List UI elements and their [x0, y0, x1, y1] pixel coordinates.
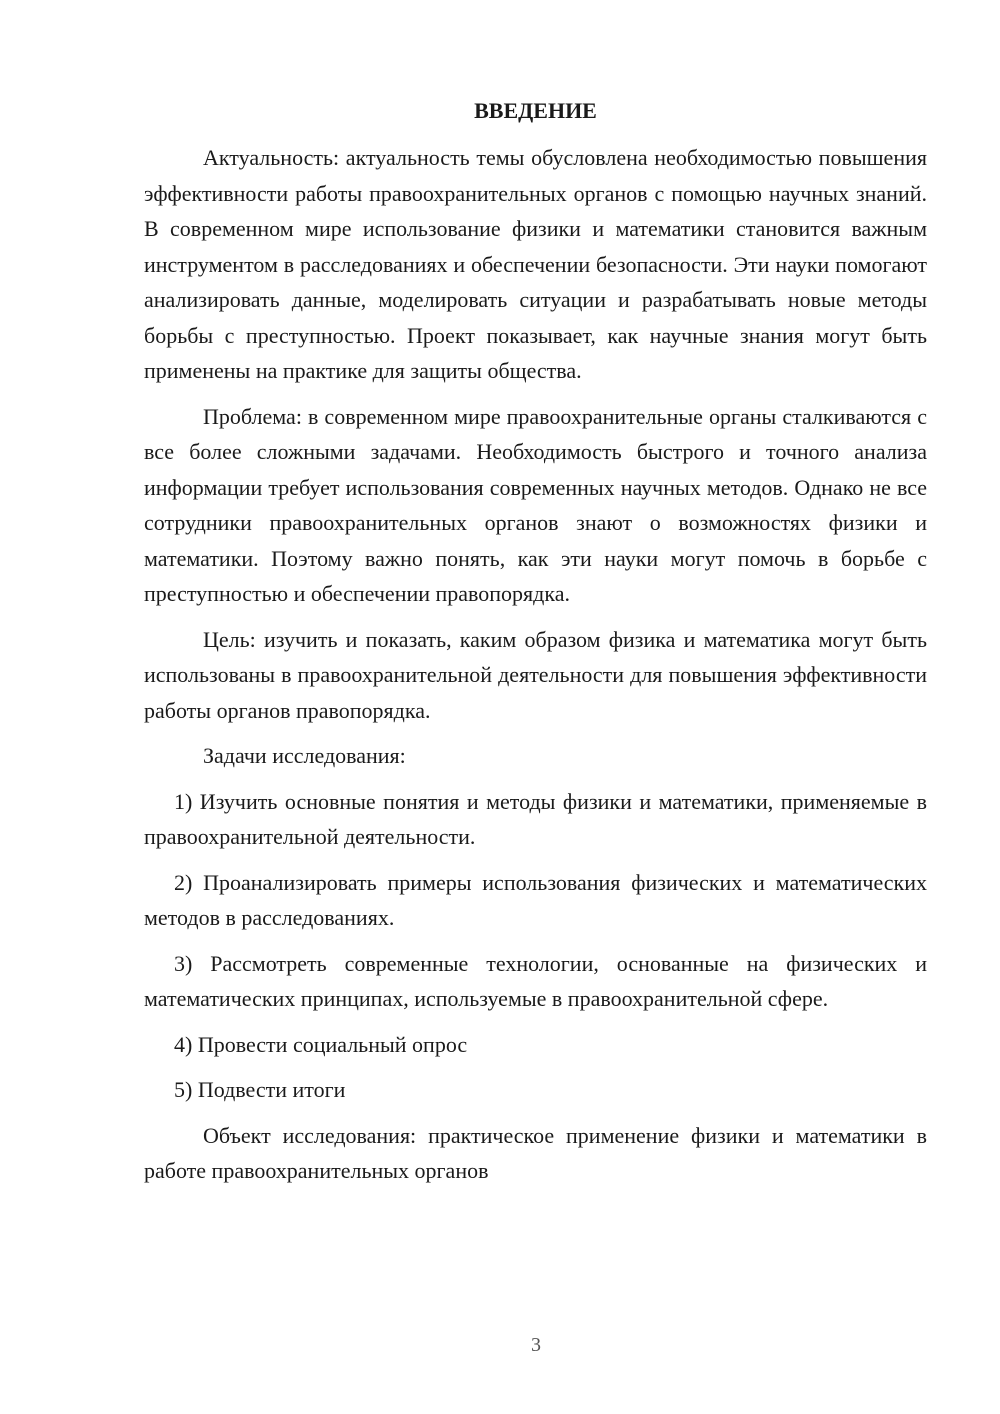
task-item-3: 3) Рассмотреть современные технологии, основанные на физических и математических принципах, используемые в правоохранительной сфере.	[144, 950, 927, 1011]
paragraph-problem: Проблема: в современном мире правоохранительные органы сталкиваются с все более сложными задачами. Необходимость быстрого и точного анализа информации требует использования современных научных методов. Однако не все сотрудники правоохранительных органов знают о возможностях физики и математики. Поэтому важно понять, как эти науки могут помочь в борьбе с преступностью и обеспечении правопорядка.	[144, 403, 927, 606]
paragraph-relevance: Актуальность: актуальность темы обусловлена необходимостью повышения эффективности работы правоохранительных органов с помощью научных знаний. В современном мире использование физики и математики становится важным инструментом в расследованиях и обеспечении безопасности. Эти науки помогают анализировать данные, моделировать ситуации и разрабатывать новые методы борьбы с преступностью. Проект показывает, как научные знания могут быть применены на практике для защиты общества.	[144, 145, 927, 383]
task-item-1: 1) Изучить основные понятия и методы физики и математики, применяемые в правоохранительной деятельности.	[144, 788, 927, 849]
page-title: ВВЕДЕНИЕ	[474, 98, 597, 123]
page-number: 3	[531, 1334, 541, 1356]
paragraph-object: Объект исследования: практическое применение физики и математики в работе правоохранительных органов	[144, 1122, 927, 1183]
task-item-4: 4) Провести социальный опрос	[174, 1031, 468, 1057]
task-item-5: 5) Подвести итоги	[174, 1077, 346, 1102]
task-item-2: 2) Проанализировать примеры использования физических и математических методов в расследованиях.	[144, 869, 927, 930]
document-page	[144, 96, 927, 1199]
tasks-heading: Задачи исследования:	[203, 743, 406, 768]
paragraph-goal: Цель: изучить и показать, каким образом физика и математика могут быть использованы в правоохранительной деятельности для повышения эффективности работы органов правопорядка.	[144, 626, 927, 723]
